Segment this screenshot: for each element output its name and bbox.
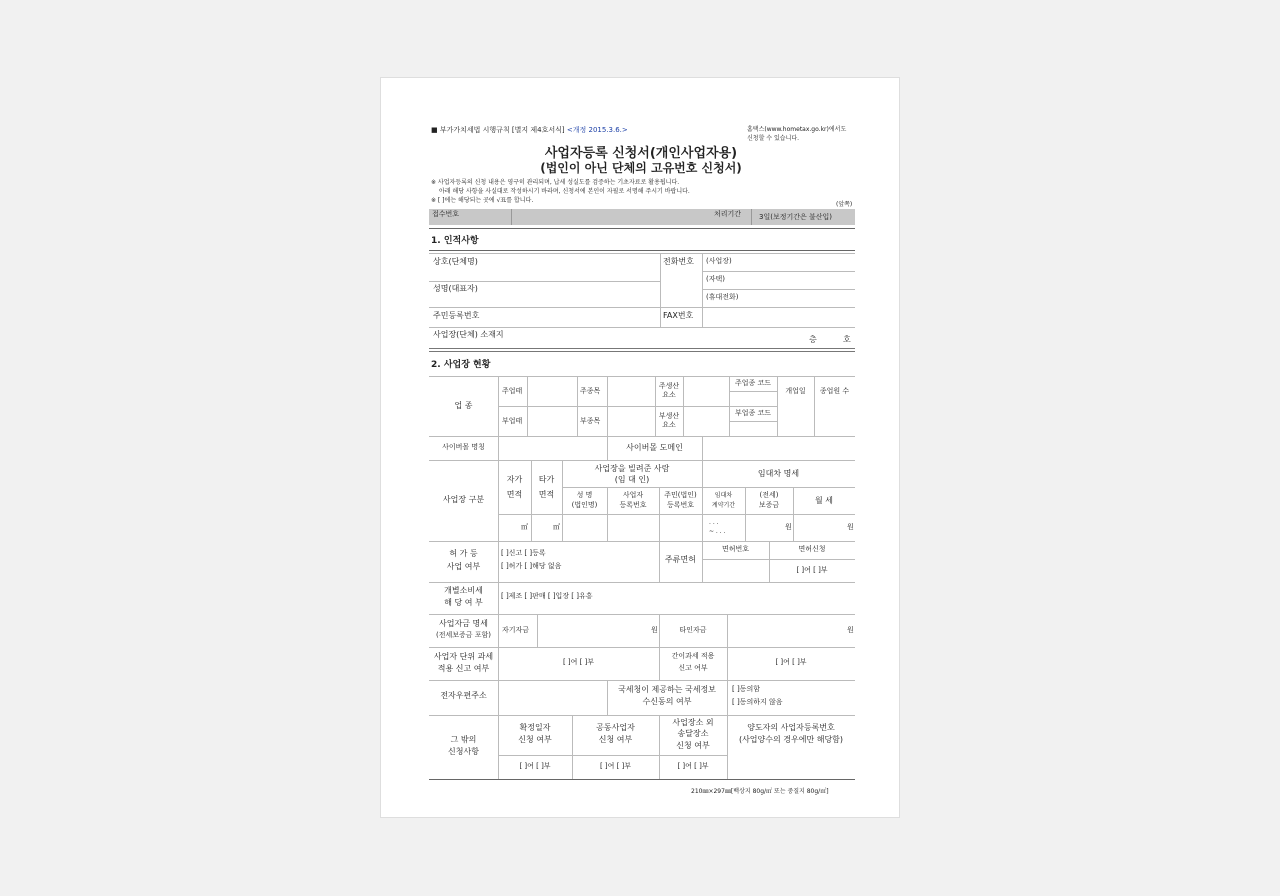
main-type-label: 주업태	[502, 387, 523, 395]
simple-tax-yes-no[interactable]: [ ]여 [ ]부	[775, 658, 807, 666]
sub-factor-line1: 부생산	[658, 412, 680, 420]
employees-label: 종업원 수	[819, 387, 850, 395]
email-label: 전자우편주소	[440, 691, 487, 700]
license-apply-label: 면허신청	[798, 545, 826, 553]
form-subtitle: (법인이 아닌 단체의 고유번호 신청서)	[540, 161, 742, 175]
other-funds-won-unit: 원	[847, 626, 854, 634]
unit-tax-label-line2: 적용 신고 여부	[437, 664, 490, 673]
lease-period-line1: 임대차	[714, 492, 733, 499]
unit-tax-yes-no[interactable]: [ ]여 [ ]부	[562, 658, 595, 666]
phone-label: 전화번호	[663, 257, 694, 266]
main-factor-line2: 요소	[662, 391, 676, 399]
agree-checkbox[interactable]: [ ]동의함	[732, 685, 760, 693]
license-number-label: 면허번호	[721, 545, 750, 553]
own-funds-label: 자기자금	[502, 626, 530, 634]
nts-info-line1: 국세청이 제공하는 국세정보	[618, 685, 716, 694]
period-start-marks: . . .	[709, 519, 719, 526]
monthly-rent-label: 월 세	[815, 496, 833, 505]
own-funds-won-unit: 원	[651, 626, 658, 634]
joint-business-line1: 공동사업자	[596, 723, 635, 732]
lessor-name-line2: (법인명)	[571, 501, 598, 509]
lessor-id-no-line2: 등록번호	[666, 501, 695, 509]
sub-type-label: 부업태	[502, 417, 523, 425]
industry-label: 업 종	[454, 401, 473, 410]
joint-business-yes-no[interactable]: [ ]여 [ ]부	[599, 762, 632, 770]
hometax-note-2: 신청할 수 있습니다.	[747, 135, 800, 142]
open-date-label: 개업일	[785, 387, 806, 395]
funds-label-line1: 사업자금 명세	[439, 619, 488, 628]
excise-label-line1: 개별소비세	[444, 586, 483, 595]
lessor-id-no-line1: 주민(법인)	[664, 491, 697, 499]
lessor-biz-no-line2: 등록번호	[619, 501, 647, 509]
lessor-biz-no-line1: 사업자	[622, 491, 644, 499]
rent-area-line1: 타가	[538, 475, 555, 484]
period-end-marks: ~ . . .	[709, 528, 726, 535]
bullet-icon: ■	[431, 126, 438, 134]
phone-home-label: (자택)	[706, 275, 725, 283]
lease-details-label: 임대차 명세	[757, 469, 800, 478]
monthly-won-unit: 원	[847, 523, 854, 531]
delivery-place-yes-no[interactable]: [ ]여 [ ]부	[677, 762, 709, 770]
delivery-place-line2: 송달장소	[677, 729, 709, 738]
note-3: ※ [ ]에는 해당되는 곳에 √표를 합니다.	[431, 197, 534, 204]
business-place-type-label: 사업장 구분	[442, 495, 485, 504]
note-1: ※ 사업자등록의 신청 내용은 영구히 관리되며, 납세 성실도를 검증하는 기초자료로 활용됩니다.	[431, 179, 680, 186]
processing-period-value: 3일(보정기간은 불산입)	[759, 213, 832, 221]
fixed-date-line2: 신청 여부	[518, 735, 552, 744]
receipt-number-label: 접수번호	[432, 210, 460, 218]
form-title: 사업자등록 신청서(개인사업자용)	[544, 146, 738, 161]
lessor-title-line1: 사업장을 빌려준 사람	[594, 464, 670, 473]
cyber-mall-domain-label: 사이버몰 도메인	[626, 443, 683, 452]
main-factor-line1: 주생산	[658, 382, 680, 390]
funds-label-line2: (전세보증금 포함)	[435, 631, 492, 639]
excise-options[interactable]: [ ]제조 [ ]판매 [ ]입장 [ ]유흥	[501, 592, 593, 600]
delivery-place-line3: 신청 여부	[676, 741, 710, 750]
transferor-line2: (사업양수의 경우에만 해당함)	[738, 735, 844, 744]
simple-tax-label-line1: 간이과세 적용	[671, 652, 715, 660]
lessor-title-line2: (임 대 인)	[614, 475, 650, 484]
lease-period-line2: 계약기간	[711, 502, 736, 509]
transferor-line1: 양도자의 사업자등록번호	[747, 723, 835, 732]
own-area-unit: ㎡	[521, 523, 528, 531]
disagree-checkbox[interactable]: [ ]동의하지 않음	[732, 698, 783, 706]
unit-tax-label-line1: 사업자 단위 과세	[433, 652, 494, 661]
deposit-won-unit: 원	[785, 523, 792, 531]
joint-business-line2: 신청 여부	[598, 735, 633, 744]
license-label-line1: 허 가 등	[449, 549, 478, 558]
paper-spec-footer: 210㎜×297㎜[백상지 80g/㎡ 또는 중질지 80g/㎡]	[691, 788, 829, 795]
license-options-1[interactable]: [ ]신고 [ ]등록	[501, 549, 546, 557]
representative-name-label: 성명(대표자)	[433, 284, 478, 293]
rent-area-unit: ㎡	[553, 523, 560, 531]
trade-name-label: 상호(단체명)	[433, 257, 478, 266]
nts-info-line2: 수신동의 여부	[642, 697, 692, 706]
floor-label: 층	[809, 335, 817, 344]
resident-number-label: 주민등록번호	[433, 311, 480, 320]
main-code-label: 주업종 코드	[734, 379, 772, 387]
sub-item-label: 부종목	[580, 417, 601, 425]
other-funds-label: 타인자금	[679, 626, 707, 634]
phone-mobile-label: (휴대전화)	[706, 293, 739, 301]
license-apply-yes-no[interactable]: [ ]여 [ ]부	[796, 566, 828, 574]
regulation-text: 부가가치세법 시행규칙 [별지 제4호서식]	[439, 126, 565, 134]
processing-period-label: 처리기간	[714, 210, 742, 218]
excise-label-line2: 해 당 여 부	[444, 598, 483, 607]
section2-title: 2. 사업장 현황	[431, 360, 491, 370]
fax-label: FAX번호	[663, 311, 694, 320]
main-item-label: 주종목	[580, 387, 601, 395]
cyber-mall-name-label: 사이버몰 명칭	[442, 443, 485, 451]
sub-factor-line2: 요소	[662, 421, 676, 429]
other-requests-line1: 그 밖의	[450, 735, 477, 744]
unit-label: 호	[843, 335, 851, 344]
liquor-license-label: 주류면허	[665, 555, 696, 564]
delivery-place-line1: 사업장소 외	[672, 718, 714, 727]
own-area-line1: 자가	[506, 475, 523, 484]
deposit-line2: 보증금	[758, 501, 780, 509]
business-location-label: 사업장(단체) 소재지	[433, 330, 504, 339]
application-form-page	[380, 77, 900, 818]
rent-area-line2: 면적	[538, 490, 555, 499]
revision-text: <개정 2015.3.6.>	[566, 126, 628, 134]
license-label-line2: 사업 여부	[446, 562, 481, 571]
lessor-name-line1: 성 명	[576, 491, 593, 499]
simple-tax-label-line2: 신고 여부	[678, 664, 708, 672]
hometax-note-1: 홈택스(www.hometax.go.kr)에서도	[747, 126, 847, 133]
page-side-label: (앞쪽)	[836, 201, 853, 208]
fixed-date-line1: 확정일자	[519, 723, 551, 732]
other-requests-line2: 신청사항	[448, 747, 479, 756]
deposit-line1: (전세)	[759, 491, 779, 499]
phone-business-label: (사업장)	[706, 257, 732, 265]
fixed-date-yes-no[interactable]: [ ]여 [ ]부	[519, 762, 551, 770]
form-regulation-line	[431, 127, 628, 134]
sub-code-label: 부업종 코드	[734, 409, 772, 417]
note-2: 아래 해당 사항을 사실대로 작성하시기 바라며, 신청서에 본인이 자필로 서명해 주시기 바랍니다.	[439, 188, 690, 195]
section1-title: 1. 인적사항	[431, 236, 479, 246]
own-area-line2: 면적	[506, 490, 523, 499]
license-options-2[interactable]: [ ]허가 [ ]해당 없음	[501, 562, 562, 570]
